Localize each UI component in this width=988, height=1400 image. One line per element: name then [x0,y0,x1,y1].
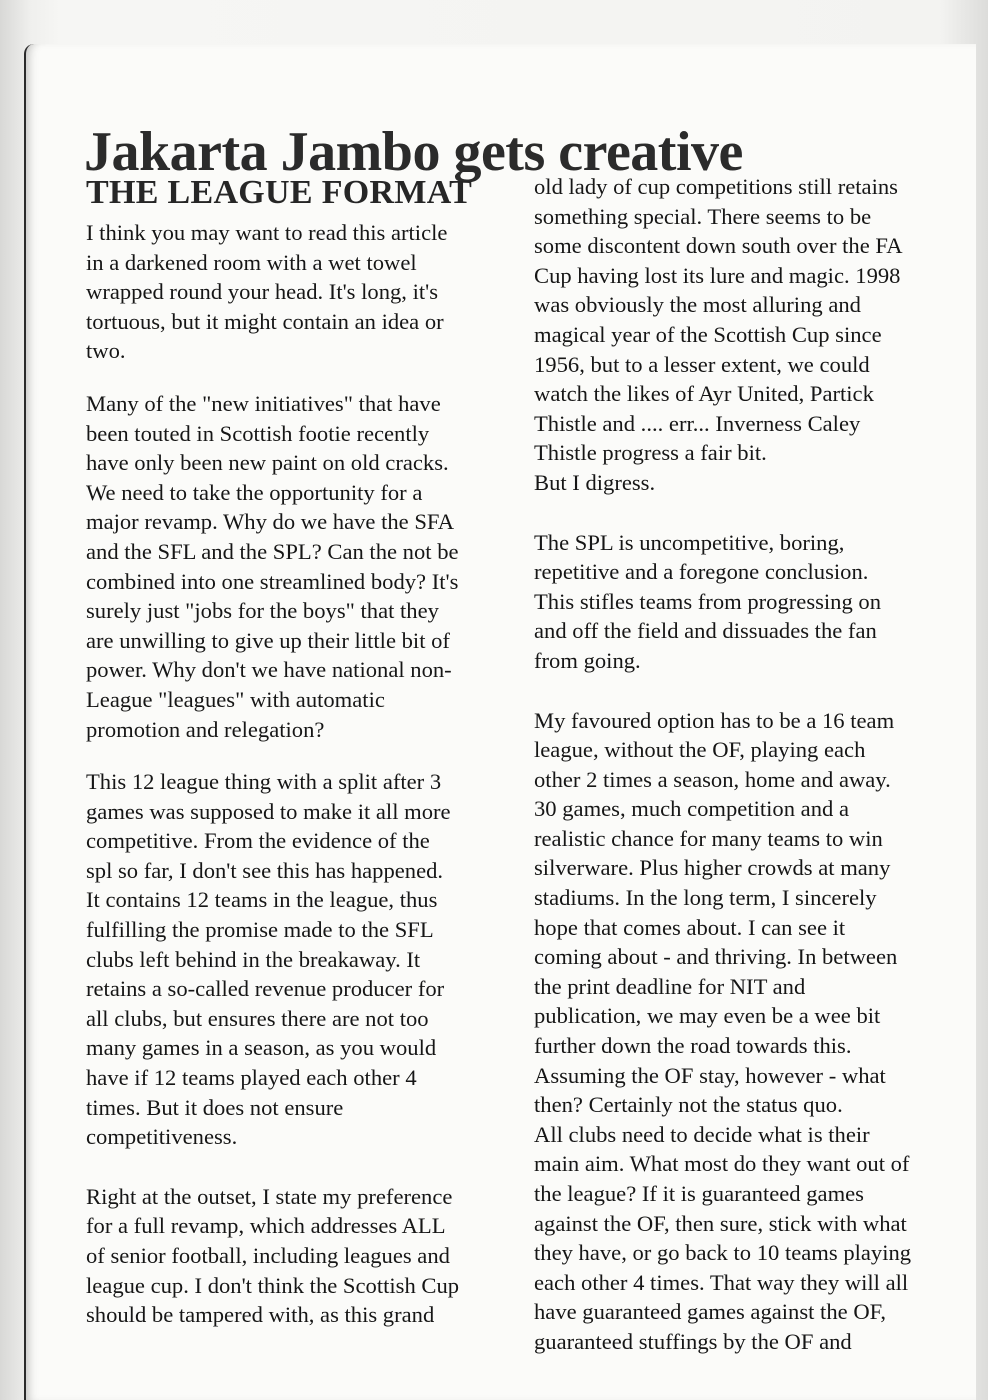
paragraph-12-league [86,767,516,1152]
text-line: old lady of cup competitions still retains [534,174,898,199]
text-line: league cup. I don't think the Scottish Cup [86,1272,460,1298]
text-line: We need to take the opportunity for a [86,479,423,505]
text-line: and off the field and dissuades the fan [534,618,877,644]
section-subheading: THE LEAGUE FORMAT [86,174,473,211]
text-line: 1956, but to a lesser extent, we could [534,351,870,377]
text-line: clubs left behind in the breakaway. It [86,946,421,972]
text-line: realistic chance for many teams to win [534,825,883,851]
text-line: This stifles teams from progressing on [534,588,882,614]
text-line: many games in a season, as you would [86,1035,437,1061]
text-line: Thistle progress a fair bit. [534,440,767,466]
text-line: against the OF, then sure, stick with what [534,1210,907,1236]
text-line: silverware. Plus higher crowds at many [534,855,891,881]
text-line: All clubs need to decide what is their [534,1121,870,1147]
text-line: My favoured option has to be a 16 team [534,707,895,733]
text-line: games was supposed to make it all more [86,798,451,824]
text-line: the league? If it is guaranteed games [534,1181,864,1206]
text-line: competitive. From the evidence of the [86,828,430,854]
text-line: wrapped round your head. It's long, it's [86,279,439,305]
text-line: major revamp. Why do we have the SFA [86,509,455,535]
text-line: Assuming the OF stay, however - what [534,1062,886,1088]
text-line: competitiveness. [86,1124,238,1150]
text-line: power. Why don't we have national non- [86,657,452,683]
paragraph-favoured-option [534,706,964,1357]
text-line: two. [86,338,126,364]
text-line: they have, or go back to 10 teams playing [534,1240,912,1266]
text-line: retains a so-called revenue producer for [86,976,445,1002]
text-line: further down the road towards this. [534,1033,852,1059]
text-line: the print deadline for NIT and [534,973,806,999]
paragraph-new-initiatives [86,389,516,744]
text-line: have only been new paint on old cracks. [86,450,449,476]
text-line: and the SFL and the SPL? Can the not be [86,538,459,564]
text-line: spl so far, I don't see this has happened. [86,857,444,883]
text-line: then? Certainly not the status quo. [534,1092,843,1118]
text-line: for a full revamp, which addresses ALL [86,1213,446,1239]
paragraph-scottish-cup [534,172,964,498]
paragraph-intro [86,218,516,366]
text-line: 30 games, much competition and a [534,796,849,822]
text-line: combined into one streamlined body? It's [86,568,459,594]
paragraph-spl-uncompetitive [534,528,964,676]
right-column [534,172,964,1357]
text-line: stadiums. In the long term, I sincerely [534,885,877,911]
text-line: should be tampered with, as this grand [86,1302,435,1328]
text-line: league, without the OF, playing each [534,737,866,763]
text-line: something special. There seems to be [534,203,872,229]
text-line: I think you may want to read this article [86,220,448,245]
text-line: Many of the "new initiatives" that have [86,390,441,416]
text-line: This 12 league thing with a split after 3 [86,769,442,795]
text-line: coming about - and thriving. In between [534,944,898,970]
text-line: guaranteed stuffings by the OF and [534,1328,852,1354]
paragraph-revamp-preference [86,1182,516,1330]
text-line: publication, we may even be a wee bit [534,1003,881,1029]
text-line: some discontent down south over the FA [534,233,903,259]
text-line: of senior football, including leagues and [86,1243,450,1268]
text-line: times. But it does not ensure [86,1094,344,1120]
text-line: all clubs, but ensures there are not too [86,1005,429,1031]
text-line: each other 4 times. That way they will all [534,1269,909,1295]
text-line: Right at the outset, I state my preference [86,1183,453,1209]
text-line: was obviously the most alluring and [534,292,861,318]
text-line: League "leagues" with automatic [86,686,385,712]
text-line: from going. [534,647,641,673]
article-headline: Jakarta Jambo gets creative [84,120,743,183]
text-line: tortuous, but it might contain an idea or [86,308,444,334]
text-line: are unwilling to give up their little bit of [86,627,450,653]
text-line: The SPL is uncompetitive, boring, [534,529,845,555]
text-line: promotion and relegation? [86,716,325,742]
text-line: surely just "jobs for the boys" that they [86,598,439,624]
left-column [86,172,516,1330]
text-line: watch the likes of Ayr United, Partick [534,381,874,407]
text-line: It contains 12 teams in the league, thus [86,887,438,913]
text-line: Cup having lost its lure and magic. 1998 [534,262,901,288]
text-line: have guaranteed games against the OF, [534,1299,887,1325]
text-line: have if 12 teams played each other 4 [86,1065,417,1091]
text-line: been touted in Scottish footie recently [86,420,430,446]
text-line: repetitive and a foregone conclusion. [534,559,869,585]
text-line: fulfilling the promise made to the SFL [86,917,434,943]
text-line: in a darkened room with a wet towel [86,249,417,275]
text-line: Thistle and .... err... Inverness Caley [534,410,861,436]
text-line: main aim. What most do they want out of [534,1151,910,1177]
text-line: magical year of the Scottish Cup since [534,321,882,347]
text-line: But I digress. [534,469,656,495]
text-line: other 2 times a season, home and away. [534,766,891,792]
text-line: hope that comes about. I can see it [534,914,846,940]
